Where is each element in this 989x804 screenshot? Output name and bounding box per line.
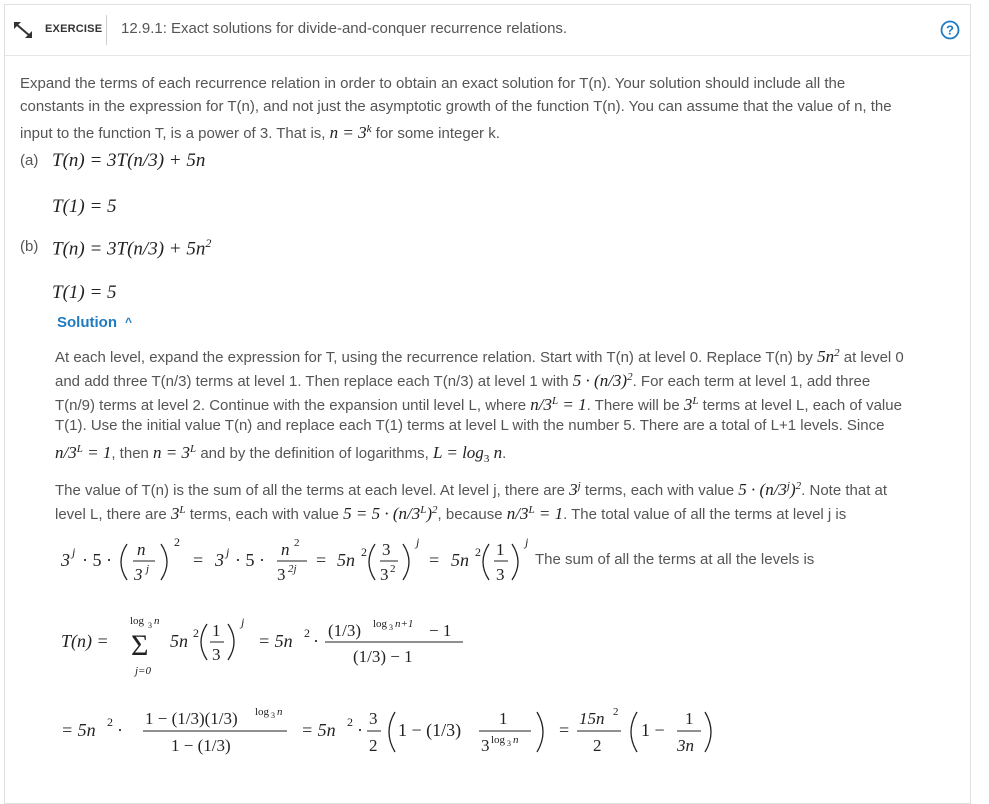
svg-text:1 − (1/3)(1/3): 1 − (1/3)(1/3) <box>145 709 238 728</box>
svg-text:·: · <box>313 631 319 651</box>
svg-text:j: j <box>416 535 420 549</box>
svg-text:n: n <box>137 540 146 559</box>
svg-text:5n: 5n <box>451 550 469 570</box>
svg-text:2: 2 <box>613 706 619 718</box>
svg-text:1: 1 <box>212 621 221 640</box>
svg-text:log: log <box>255 706 270 718</box>
svg-text:?: ? <box>946 22 954 38</box>
svg-text:3n: 3n <box>677 736 694 755</box>
equation-closed-form <box>55 698 735 768</box>
help-icon[interactable] <box>940 20 960 40</box>
part-b-label: (b) <box>20 238 39 255</box>
svg-text:15n: 15n <box>579 709 605 728</box>
svg-text:=: = <box>316 550 327 570</box>
svg-text:2: 2 <box>390 563 396 575</box>
svg-text:· 5 ·: · 5 · <box>235 550 265 570</box>
part-a-label: (a) <box>20 152 39 169</box>
solution-p1-line-3: T(n/9) terms at level 2. Continue with the expansion until level L, where $n/3^L = 1$. There will be $3^L$ terms at level L, each of value <box>55 395 902 414</box>
chevron-up-icon: ^ <box>125 315 133 329</box>
svg-text:2: 2 <box>294 537 300 549</box>
svg-text:n: n <box>154 615 160 627</box>
svg-text:1 − (1/3): 1 − (1/3) <box>398 720 462 740</box>
svg-text:j: j <box>226 545 230 559</box>
svg-text:·: · <box>117 720 123 740</box>
svg-text:2: 2 <box>593 736 602 755</box>
solution-p2-line-2: level L, there are $3^L$ terms, each with value $5 = 5 \cdot (n/3^L)^2$, because $n/3^L = 1$. The total value of all the terms at level j is <box>55 504 847 523</box>
part-a-base-case: T(1) = 5 <box>52 196 117 217</box>
svg-text:2: 2 <box>369 736 378 755</box>
svg-text:3: 3 <box>380 565 389 584</box>
svg-text:= 5n: = 5n <box>258 631 293 651</box>
svg-text:3: 3 <box>389 623 393 632</box>
svg-text:j=0: j=0 <box>135 665 151 677</box>
svg-text:· 5 ·: · 5 · <box>82 550 112 570</box>
svg-text:2: 2 <box>107 715 113 729</box>
svg-text:log: log <box>130 615 145 627</box>
svg-text:5n: 5n <box>170 631 188 651</box>
solution-toggle[interactable]: Solution ^ <box>57 314 133 331</box>
svg-text:5n: 5n <box>337 550 355 570</box>
svg-text:3: 3 <box>212 645 221 664</box>
intro-line-1: Expand the terms of each recurrence relation in order to obtain an exact solution for T(n). Your solution should include all the <box>20 75 846 92</box>
svg-text:log: log <box>373 618 388 630</box>
part-b-recurrence: $T(n) = 3T(n/3) + 5n^2$ <box>52 236 212 260</box>
exercise-kind: EXERCISE <box>45 23 103 35</box>
svg-text:1: 1 <box>496 540 505 559</box>
svg-text:2: 2 <box>475 545 481 559</box>
solution-p1-line-4: T(1). Use the initial value T(n) and replace each T(1) terms at level L with the number 5. There are a total of L+1 levels. Since <box>55 417 885 434</box>
svg-text:1: 1 <box>499 709 508 728</box>
svg-text:=: = <box>559 720 570 740</box>
solution-p2-line-1: The value of T(n) is the sum of all the terms at each level. At level j, there are 3$^j$ terms, each with value $5 \cdot (n/3^j)^2$. Note that at <box>55 480 888 499</box>
svg-text:log: log <box>491 734 506 746</box>
exercise-title: 12.9.1: Exact solutions for divide-and-conquer recurrence relations. <box>121 20 568 37</box>
svg-text:3: 3 <box>148 621 152 630</box>
svg-text:3: 3 <box>496 565 505 584</box>
intro-line-2: constants in the expression for T(n), and not just the asymptotic growth of the function T(n). You can assume that the value of n, the <box>20 98 892 115</box>
solution-p1-line-1: At each level, expand the expression for T, using the recurrence relation. Start with T(n) at level 0. Replace T(n) by $5n^2$ at level 0 <box>55 347 904 366</box>
sum-description: The sum of all the terms at all the levels is <box>535 551 815 568</box>
svg-text:1 − (1/3): 1 − (1/3) <box>171 736 231 755</box>
svg-text:3: 3 <box>61 550 70 570</box>
svg-text:2: 2 <box>361 545 367 559</box>
solution-p1-line-5: $n/3^L = 1$, then $n = 3^L$ and by the definition of logarithms, $L = \log_3 n$. <box>55 443 507 465</box>
svg-text:j: j <box>525 535 529 549</box>
expand-arrows-icon <box>11 19 35 41</box>
svg-text:3: 3 <box>215 550 224 570</box>
part-a-recurrence: T(n) = 3T(n/3) + 5n <box>52 150 206 171</box>
svg-text:3: 3 <box>382 540 391 559</box>
svg-text:Σ: Σ <box>131 629 149 662</box>
svg-text:T(n) =: T(n) = <box>61 631 109 651</box>
svg-text:3: 3 <box>277 565 286 584</box>
svg-text:(1/3) − 1: (1/3) − 1 <box>353 647 413 666</box>
svg-text:2: 2 <box>304 626 310 640</box>
solution-p1-line-2: and add three T(n/3) terms at level 1. Then replace each T(n/3) at level 1 with $5 \cdot (n/3)^2$. For each term at level 1, add three <box>55 371 871 390</box>
svg-text:3: 3 <box>134 565 143 584</box>
svg-text:= 5n: = 5n <box>61 720 96 740</box>
svg-text:2: 2 <box>193 626 199 640</box>
svg-text:n: n <box>281 540 290 559</box>
svg-text:=: = <box>429 550 440 570</box>
svg-text:1 −: 1 − <box>641 720 665 740</box>
svg-text:·: · <box>357 720 363 740</box>
svg-text:j: j <box>241 615 245 629</box>
part-b-base-case: T(1) = 5 <box>52 282 117 303</box>
svg-text:2j: 2j <box>288 563 297 575</box>
svg-text:2: 2 <box>347 715 353 729</box>
svg-text:3: 3 <box>507 739 511 748</box>
svg-text:3: 3 <box>481 736 490 755</box>
header-divider <box>106 15 107 45</box>
svg-text:j: j <box>146 563 150 575</box>
svg-text:− 1: − 1 <box>429 621 452 640</box>
svg-text:n+1: n+1 <box>395 618 414 630</box>
svg-text:3: 3 <box>271 711 275 720</box>
svg-text:3: 3 <box>369 709 378 728</box>
svg-text:(1/3): (1/3) <box>328 621 362 640</box>
svg-text:= 5n: = 5n <box>301 720 336 740</box>
svg-text:2: 2 <box>174 535 180 549</box>
svg-text:j: j <box>72 545 76 559</box>
exercise-header <box>5 5 970 56</box>
equation-summation <box>55 612 475 682</box>
svg-text:1: 1 <box>685 709 694 728</box>
intro-line-3: input to the function T, is a power of 3. That is, $n = 3^k$ for some integer k. <box>20 123 500 142</box>
svg-text:n: n <box>513 734 519 746</box>
svg-text:n: n <box>277 706 283 718</box>
svg-text:=: = <box>193 550 204 570</box>
equation-level-total <box>55 530 535 592</box>
